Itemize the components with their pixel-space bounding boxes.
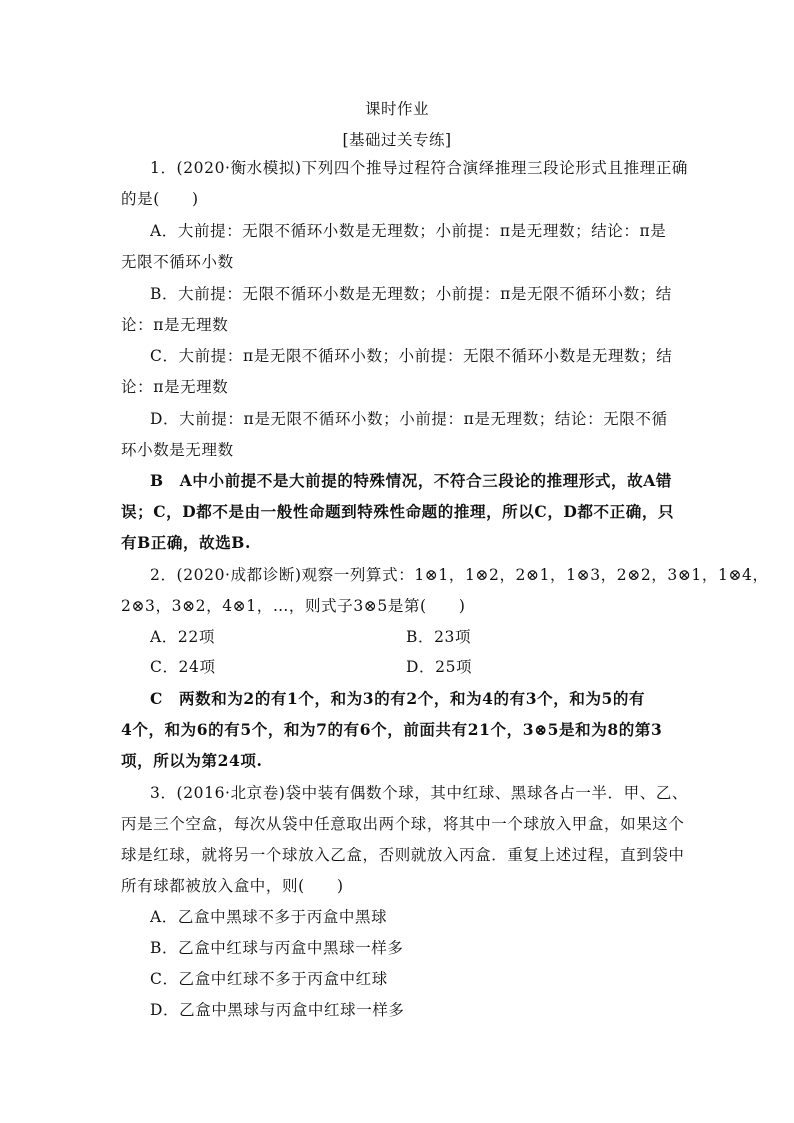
q3-stem-line3: 球是红球，就将另一个球放入乙盒，否则就放入丙盒．重复上述过程，直到袋中: [121, 846, 685, 864]
q3-option-b: B．乙盒中红球与丙盒中黑球一样多: [150, 939, 404, 957]
q3-option-c: C．乙盒中红球不多于丙盒中红球: [150, 970, 388, 988]
q1-option-a-line1: A．大前提：无限不循环小数是无理数；小前提：π是无理数；结论：π是: [150, 222, 667, 240]
q1-option-a-line2: 无限不循环小数: [121, 253, 234, 271]
q1-option-d-line2: 环小数是无理数: [121, 441, 234, 459]
q2-option-b: B．23项: [406, 628, 472, 646]
q3-stem-line2: 丙是三个空盒，每次从袋中任意取出两个球，将其中一个球放入甲盒，如果这个: [121, 815, 685, 833]
q1-answer-line3: 有B正确，故选B.: [121, 533, 251, 552]
q1-answer-line2: 误；C，D都不是由一般性命题到特殊性命题的推理，所以C，D都不正确，只: [121, 502, 675, 521]
q2-option-a: A．22项: [150, 628, 215, 646]
q2-option-d: D．25项: [406, 658, 473, 676]
q2-answer-line2: 4个，和为6的有5个，和为7的有6个，前面共有21个，3⊗5是和为8的第3: [121, 720, 663, 739]
q1-stem-line2: 的是( ): [121, 190, 199, 208]
q1-stem-line1: 1．(2020·衡水模拟)下列四个推导过程符合演绎推理三段论形式且推理正确: [150, 159, 689, 177]
q1-answer-line1: B A中小前提不是大前提的特殊情况，不符合三段论的推理形式，故A错: [150, 471, 672, 490]
page-title: 课时作业: [364, 100, 429, 118]
q3-stem-line1: 3．(2016·北京卷)袋中装有偶数个球，其中红球、黑球各占一半．甲、乙、: [150, 784, 689, 802]
q2-answer-line1: C 两数和为2的有1个，和为3的有2个，和为4的有3个，和为5的有: [150, 689, 646, 708]
q3-option-d: D．乙盒中黑球与丙盒中红球一样多: [150, 1001, 405, 1019]
q2-stem-line2: 2⊗3，3⊗2，4⊗1，…，则式子3⊗5是第( ): [121, 597, 466, 615]
q1-option-c-line2: 论：π是无理数: [121, 378, 229, 396]
q2-option-c: C．24项: [150, 658, 216, 676]
q2-answer-line3: 项，所以为第24项.: [121, 751, 263, 770]
q1-option-b-line1: B．大前提：无限不循环小数是无理数；小前提：π是无限不循环小数；结: [150, 285, 672, 303]
q1-option-b-line2: 论：π是无理数: [121, 316, 229, 334]
q2-stem-line1: 2．(2020·成都诊断)观察一列算式：1⊗1，1⊗2，2⊗1，1⊗3，2⊗2，3⊗1，1⊗4，: [150, 566, 769, 584]
q1-option-c-line1: C．大前提：π是无限不循环小数；小前提：无限不循环小数是无理数；结: [150, 347, 673, 365]
section-heading: [基础过关专练]: [342, 131, 452, 149]
q3-option-a: A．乙盒中黑球不多于丙盒中黑球: [150, 908, 388, 926]
q1-option-d-line1: D．大前提：π是无限不循环小数；小前提：π是无理数；结论：无限不循: [150, 410, 668, 428]
q3-stem-line4: 所有球都被放入盒中，则( ): [121, 877, 344, 895]
